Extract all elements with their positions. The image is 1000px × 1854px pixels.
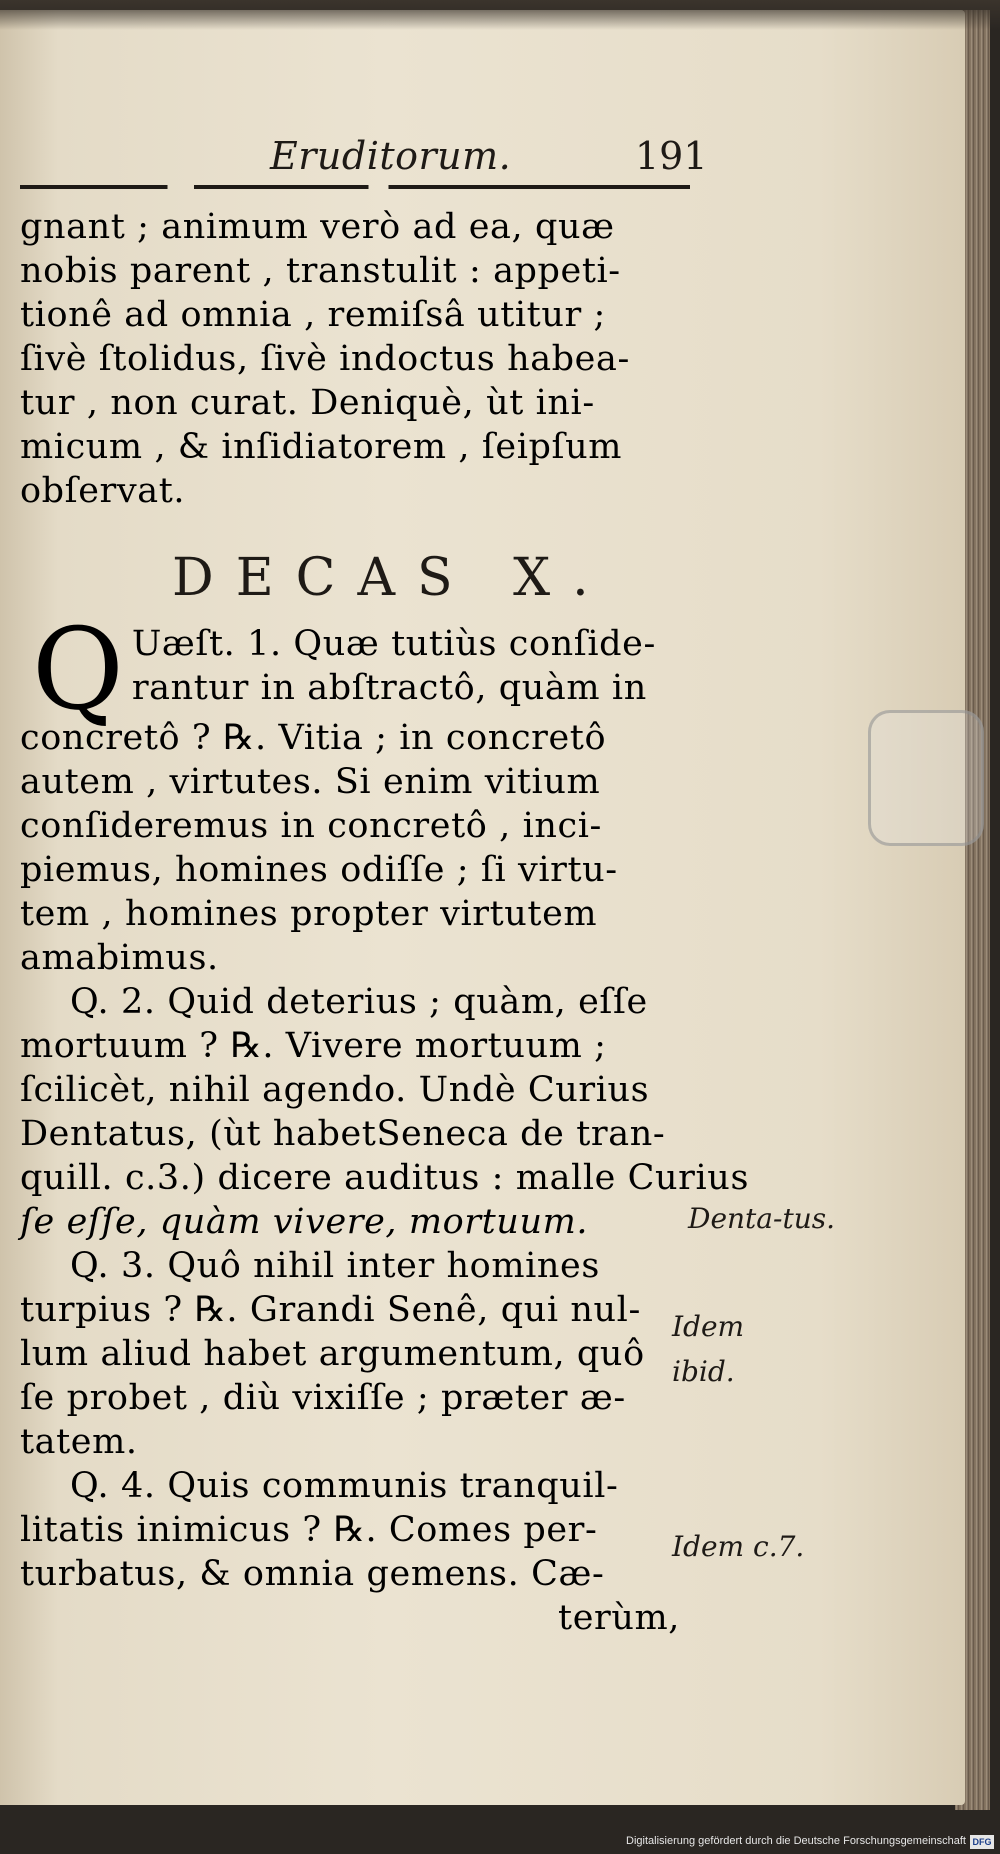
text-line: litatis inimicus ? ℞. Comes per- [20,1510,598,1550]
header-rule [20,185,690,189]
text-line: Q. 2. Quid deterius ; quàm, eſſe [70,982,648,1022]
quaestio-2 [20,980,750,1244]
page-number: 191 [635,134,708,178]
text-line: ſe eſſe, quàm vivere, mortuum. [20,1202,589,1242]
text-line: amabimus. [20,938,219,978]
text-line: tionê ad omnia , remiſsâ utitur ; [20,295,606,335]
text-line: gnant ; animum verò ad ea, quæ [20,207,615,247]
page-header [20,122,710,182]
text-line: rantur in abſtractô, quàm in [131,668,647,708]
text-line: ſivè ſtolidus, ſivè indoctus habea- [20,339,630,379]
text-line: autem , virtutes. Si enim vitium [20,762,601,802]
text-line: obſervat. [20,471,186,511]
text-line: nobis parent , transtulit : appeti- [20,251,621,291]
dfg-logo-icon: DFG [970,1835,994,1849]
section-heading: DECAS X. [172,548,611,608]
margin-note: Denta-tus. [688,1202,836,1235]
text-line: Dentatus, (ùt habetSeneca de tran- [20,1114,666,1154]
margin-note: Idem [672,1310,745,1343]
margin-note: ibid. [672,1355,735,1388]
page-clip-tab [868,710,984,846]
text-line: lum aliud habet argumentum, quô [20,1334,645,1374]
text-line: micum , & inſidiatorem , ſeipſum [20,427,623,467]
text-line: Q. 4. Quis communis tranquil- [70,1466,619,1506]
text-line: ſcilicèt, nihil agendo. Undè Curius [20,1070,650,1110]
text-line: turpius ? ℞. Grandi Senê, qui nul- [20,1290,641,1330]
margin-note: Idem c.7. [672,1530,805,1563]
text-line: terùm, [558,1598,680,1638]
text-line: tatem. [20,1422,138,1462]
text-line: Q. 3. Quô nihil inter homines [70,1246,600,1286]
drop-cap: Q [32,605,124,735]
quaestio-3 [20,1244,710,1464]
quaestio-1 [20,605,710,980]
top-shadow [0,0,1000,30]
text-line: turbatus, & omnia gemens. Cæ- [20,1554,605,1594]
text-line: quill. c.3.) dicere auditus : malle Curius [20,1158,750,1198]
continued-paragraph [20,205,710,513]
text-line: concretô ? ℞. Vitia ; in concretô [20,718,607,758]
footer-bar [0,1824,1000,1854]
text-line: tur , non curat. Deniquè, ùt ini- [20,383,595,423]
text-line: ſe probet , diù vixiſſe ; præter æ- [20,1378,626,1418]
book-page [0,10,965,1805]
text-line: mortuum ? ℞. Vivere mortuum ; [20,1026,607,1066]
text-line: conſideremus in concretô , inci- [20,806,602,846]
text-line: tem , homines propter virtutem [20,894,598,934]
footer-credit: Digitalisierung gefördert durch die Deutsche Forschungsgemeinschaft [626,1835,966,1847]
running-title: Eruditorum. [270,134,512,178]
quaestio-4 [20,1464,710,1640]
text-line: piemus, homines odiſſe ; ſi virtu- [20,850,618,890]
text-line: Uæſt. 1. Quæ tutiùs conſide- [131,624,656,664]
